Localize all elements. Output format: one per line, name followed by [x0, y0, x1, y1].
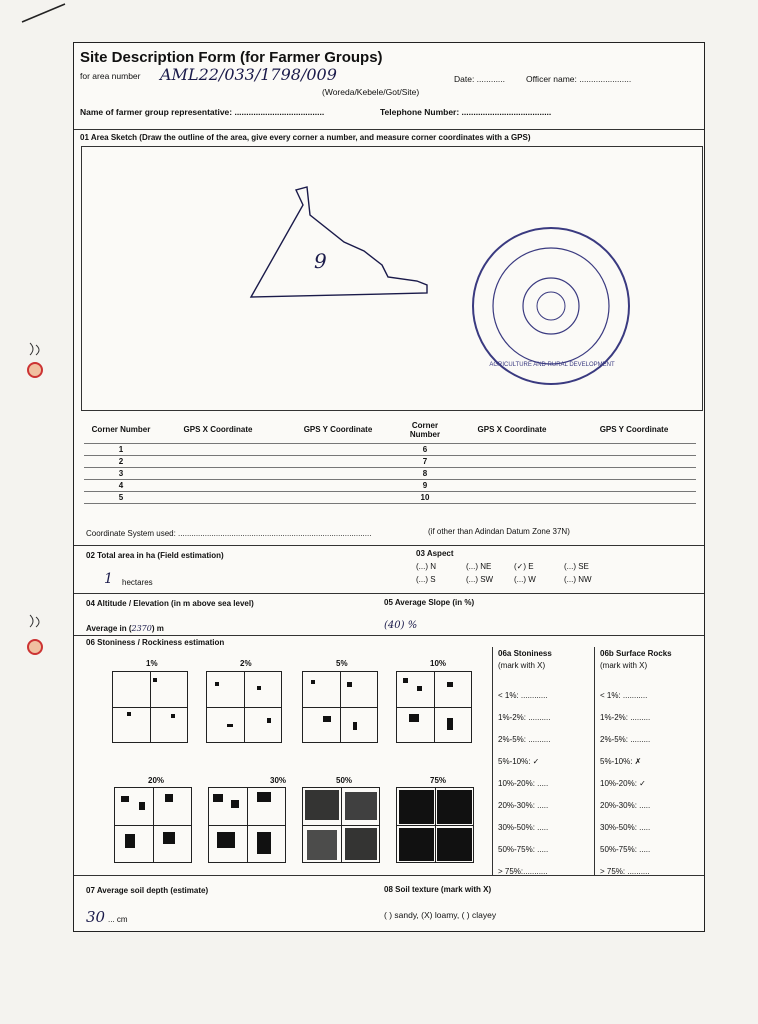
corner-number-header-2: Corner Number [398, 417, 452, 443]
officer-label: Officer name: ...................... [526, 74, 632, 84]
stoniness-grid-2 [206, 671, 282, 743]
sketch-number: 9 [314, 249, 327, 273]
divider [74, 593, 704, 594]
aspect-ne: (...) NE [466, 562, 492, 571]
site-description-form [73, 42, 705, 932]
soil-depth-label: 07 Average soil depth (estimate) [86, 886, 209, 895]
page-corner-mark [20, 0, 70, 30]
aspect-n: (...) N [416, 562, 436, 571]
area-sketch-box [81, 146, 703, 411]
coord-system-note: (if other than Adindan Datum Zone 37N) [428, 527, 570, 536]
slope-label: 05 Average Slope (in %) [384, 598, 475, 607]
corner-cell: 5 [84, 491, 158, 503]
stoniness-col-title: 06a Stoniness [498, 649, 552, 658]
aspect-s: (...) S [416, 575, 436, 584]
gps-y-header: GPS Y Coordinate [278, 417, 398, 443]
aspect-w: (...) W [514, 575, 536, 584]
area-sketch-label: 01 Area Sketch (Draw the outline of the area, give every corner a number, and measure corner coordinates with a GPS) [80, 133, 531, 142]
pct-label: 30% [270, 776, 287, 785]
pct-label: 10% [430, 659, 447, 668]
date-label: Date: ............ [454, 74, 506, 84]
total-area-unit: hectares [122, 578, 153, 587]
area-number-label: for area number [80, 71, 141, 81]
rep-label: Name of farmer group representative: ...................................... [80, 107, 325, 117]
corner-cell: 9 [398, 479, 452, 491]
stoniness-col-sub: (mark with X) [498, 661, 546, 670]
stoniness-grid-8 [396, 787, 474, 863]
pct-label: 50% [336, 776, 353, 785]
divider [74, 545, 704, 546]
gps-coordinates-table [84, 417, 696, 504]
gps-x-header: GPS X Coordinate [158, 417, 278, 443]
col-divider [594, 647, 595, 875]
total-area-value: 1 [104, 571, 113, 587]
coord-system-label: Coordinate System used: ....................................................................................... [86, 529, 372, 538]
soil-depth-value: 30 [86, 908, 106, 926]
divider [74, 635, 704, 636]
woreda-label: (Woreda/Kebele/Got/Site) [322, 87, 420, 97]
stoniness-grid-6 [208, 787, 286, 863]
pct-label: 20% [148, 776, 165, 785]
aspect-label: 03 Aspect [416, 549, 454, 558]
aspect-e: (✓) E [514, 562, 534, 571]
rocks-col-sub: (mark with X) [600, 661, 648, 670]
area-sketch-drawing [82, 147, 702, 410]
aspect-se: (...) SE [564, 562, 589, 571]
total-area-label: 02 Total area in ha (Field estimation) [86, 551, 224, 560]
corner-cell: 7 [398, 455, 452, 467]
corner-cell: 10 [398, 491, 452, 503]
stoniness-grid-1 [112, 671, 188, 743]
stoniness-grid-3 [302, 671, 378, 743]
stoniness-grid-4 [396, 671, 472, 743]
stoniness-options: < 1%: ............ 1%-2%: .......... 2%-5%: .......... 5%-10%: ✓ 10%-20%: ..... 20%-30%: ..... 30%-50%: ..... 50%-75%: ..... > 75%:........... [498, 691, 551, 876]
gps-x-header-2: GPS X Coordinate [452, 417, 572, 443]
divider [74, 875, 704, 876]
altitude-value: Average in (2370) m [86, 624, 164, 633]
rocks-col-title: 06b Surface Rocks [600, 649, 672, 658]
altitude-label: 04 Altitude / Elevation (in m above sea level) [86, 599, 254, 608]
pct-label: 2% [240, 659, 252, 668]
stoniness-label: 06 Stoniness / Rockiness estimation [86, 638, 225, 647]
corner-cell: 2 [84, 455, 158, 467]
divider [74, 129, 704, 130]
stoniness-grid-5 [114, 787, 192, 863]
corner-cell: 3 [84, 467, 158, 479]
gps-y-header-2: GPS Y Coordinate [572, 417, 696, 443]
soil-texture-options: ( ) sandy, (X) loamy, ( ) clayey [384, 910, 497, 920]
corner-cell: 6 [398, 443, 452, 455]
tel-label: Telephone Number: ...................................... [380, 107, 552, 117]
corner-cell: 1 [84, 443, 158, 455]
aspect-sw: (...) SW [466, 575, 494, 584]
punch-hole-top [22, 335, 52, 385]
slope-value: (40) % [384, 620, 418, 631]
soil-texture-label: 08 Soil texture (mark with X) [384, 885, 492, 894]
punch-hole-bottom [22, 605, 52, 655]
pct-label: 1% [146, 659, 158, 668]
col-divider [492, 647, 493, 875]
rocks-options: < 1%: ........... 1%-2%: ......... 2%-5%: ......... 5%-10%: ✗ 10%-20%: ✓ 20%-30%: ..... 30%-50%: ..... 50%-75%: ..... > 75%: .......... [600, 691, 651, 876]
form-title: Site Description Form (for Farmer Groups) [80, 49, 383, 66]
pct-label: 5% [336, 659, 348, 668]
corner-number-header: Corner Number [84, 417, 158, 443]
pct-label: 75% [430, 776, 447, 785]
aspect-nw: (...) NW [564, 575, 592, 584]
stamp-text: AGRICULTURE AND RURAL DEVELOPMENT [489, 362, 615, 368]
area-number-value: AML22/033/1798/009 [160, 65, 337, 84]
corner-cell: 8 [398, 467, 452, 479]
stoniness-grid-7 [302, 787, 380, 863]
soil-depth-unit: ... cm [108, 915, 128, 924]
corner-cell: 4 [84, 479, 158, 491]
